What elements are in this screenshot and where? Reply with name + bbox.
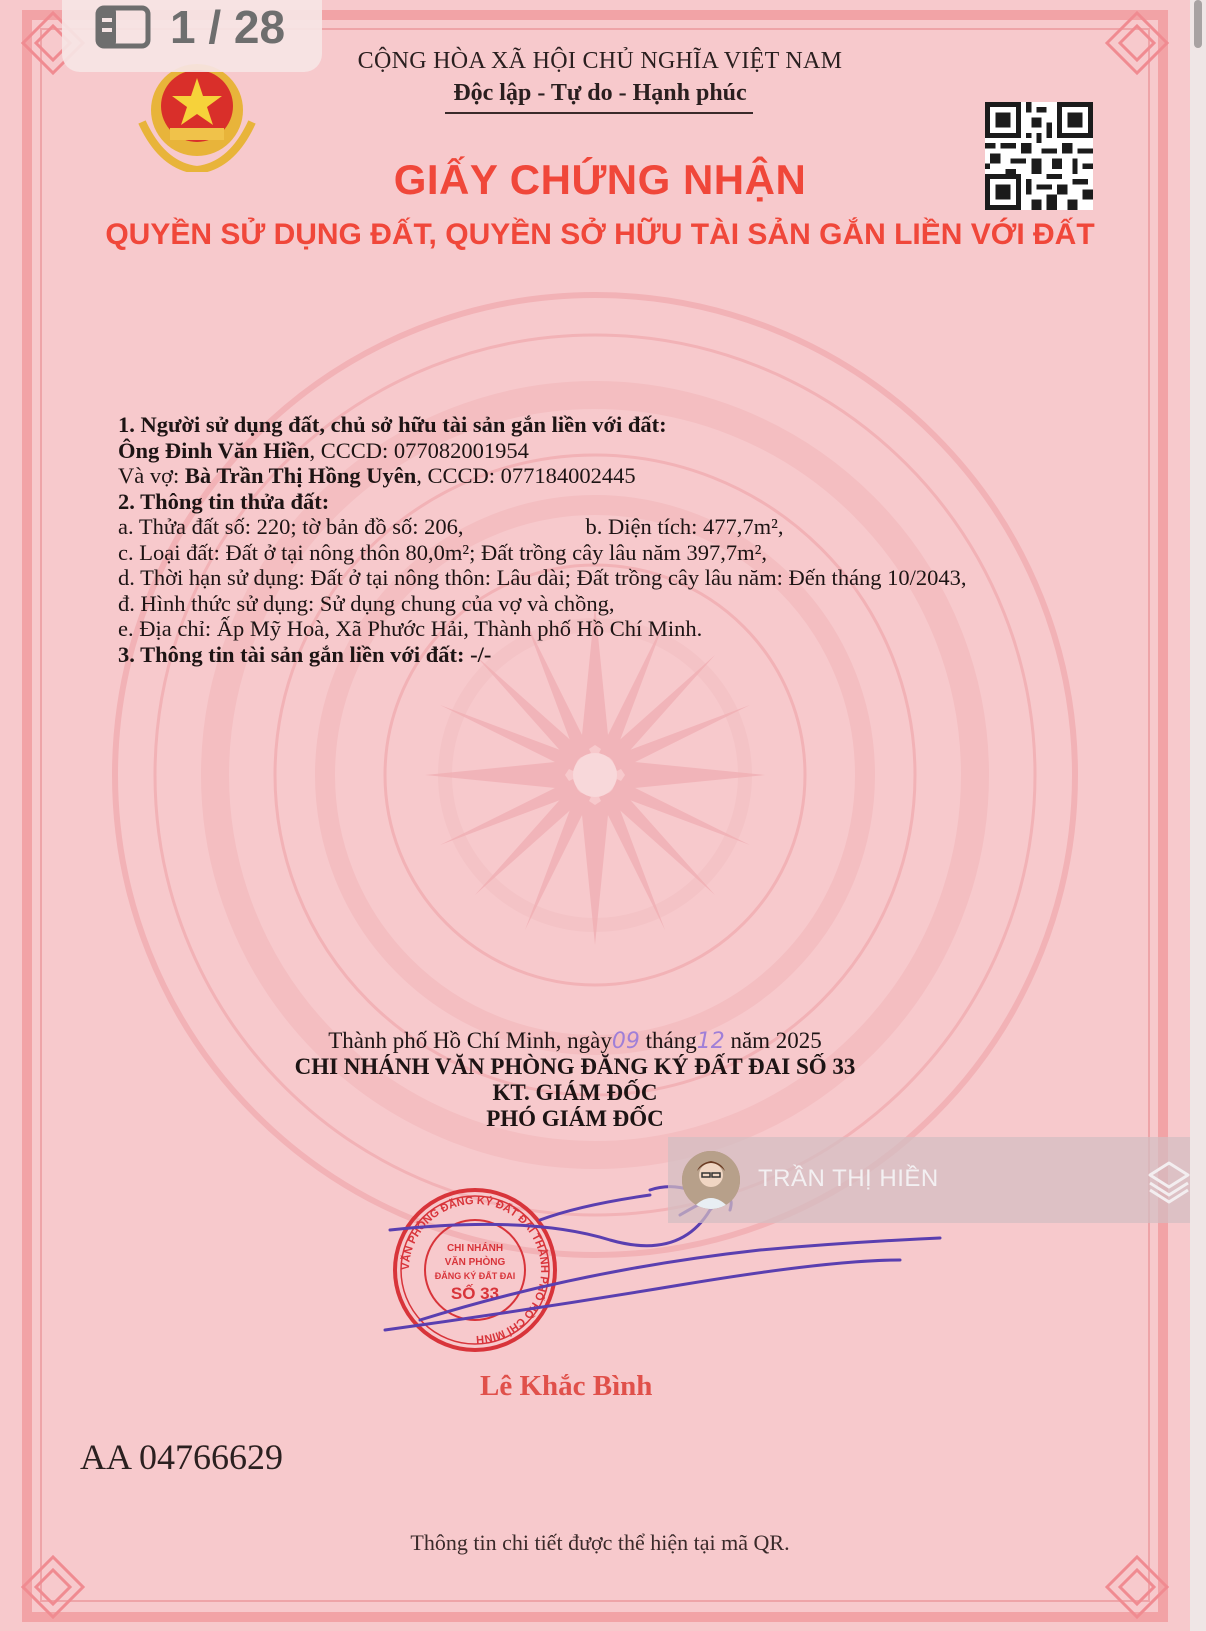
owners-heading: 1. Người sử dụng đất, chủ sở hữu tài sản gắn liền với đất:: [118, 412, 667, 437]
scrollbar-track[interactable]: [1190, 0, 1206, 1631]
issuing-office: CHI NHÁNH VĂN PHÒNG ĐĂNG KÝ ĐẤT ĐAI SỐ 33: [294, 1054, 856, 1079]
pages-icon: [94, 4, 152, 50]
qr-footer-note: Thông tin chi tiết được thể hiện tại mã QR.: [410, 1530, 790, 1555]
serial-number: AA 04766629: [80, 1437, 284, 1477]
uploader-name: TRẦN THỊ HIỀN: [758, 1165, 939, 1192]
motto-underline: [445, 112, 753, 114]
parcel-heading: 2. Thông tin thửa đất:: [118, 488, 330, 514]
seal-line-4: SỐ 33: [450, 1284, 500, 1303]
deputy-director: PHÓ GIÁM ĐỐC: [486, 1106, 664, 1131]
signer-name: Lê Khắc Bình: [480, 1370, 653, 1402]
year-part: năm 2025: [724, 1028, 822, 1053]
owner-2-name: Bà Trần Thị Hồng Uyên: [184, 463, 417, 488]
issue-date: [0, 1028, 1150, 1054]
handwritten-day: 09: [611, 1029, 640, 1054]
page-counter[interactable]: [62, 0, 322, 72]
month-label: tháng: [639, 1028, 697, 1053]
parcel-line-a: [118, 514, 967, 540]
certificate-title: GIẤY CHỨNG NHẬN: [393, 156, 807, 203]
parcel-number: a. Thửa đất số: 220; tờ bản đồ số: 206,: [118, 514, 464, 539]
owner-2-prefix: Và vợ:: [118, 463, 185, 488]
avatar-portrait-icon: [682, 1151, 740, 1209]
avatar[interactable]: [682, 1151, 740, 1209]
certificate-subtitle: QUYỀN SỬ DỤNG ĐẤT, QUYỀN SỞ HỮU TÀI SẢN GẮN LIỀN VỚI ĐẤT: [105, 218, 1095, 251]
owner-1-id: , CCCD: 077082001954: [309, 437, 529, 463]
parcel-usage-form: đ. Hình thức sử dụng: Sử dụng chung của vợ và chồng,: [118, 590, 615, 616]
parcel-term: d. Thời hạn sử dụng: Đất ở tại nông thôn: Lâu dài; Đất trồng cây lâu năm: Đến tháng 10/2043,: [118, 565, 967, 590]
parcel-address: e. Địa chỉ: Ấp Mỹ Hoà, Xã Phước Hải, Thành phố Hồ Chí Minh.: [118, 616, 703, 641]
seal-line-1: CHI NHÁNH: [446, 1243, 504, 1254]
parcel-land-type: c. Loại đất: Đất ở tại nông thôn 80,0m²; Đất trồng cây lâu năm 397,7m²,: [118, 539, 768, 565]
scrollbar-thumb[interactable]: [1194, 0, 1202, 48]
handwritten-month: 12: [696, 1029, 725, 1054]
country-header: CỘNG HÒA XÃ HỘI CHỦ NGHĨA VIỆT NAM: [357, 48, 843, 74]
certificate-content: [118, 412, 967, 667]
seal-line-2: VĂN PHÒNG: [444, 1257, 506, 1268]
seal-ring-text: VĂN PHÒNG ĐĂNG KÝ ĐẤT ĐAI THÀNH PHỐ HỒ CHÍ MINH: [399, 1194, 551, 1346]
seal-line-3: ĐĂNG KÝ ĐẤT ĐAI: [434, 1271, 516, 1281]
owner-2: [118, 463, 967, 489]
assets-heading: 3. Thông tin tài sản gắn liền với đất: -/-: [118, 641, 492, 667]
layers-icon[interactable]: [1146, 1159, 1190, 1205]
motto: Độc lập - Tự do - Hạnh phúc: [453, 80, 747, 106]
uploader-overlay[interactable]: [668, 1137, 1190, 1223]
owner-1: [118, 438, 967, 464]
on-behalf-director: KT. GIÁM ĐỐC: [492, 1080, 658, 1105]
owner-1-name: Ông Đinh Văn Hiền: [118, 437, 310, 463]
parcel-area: b. Diện tích: 477,7m²,: [585, 514, 784, 539]
date-prefix: Thành phố Hồ Chí Minh, ngày: [328, 1028, 612, 1053]
owner-2-id: , CCCD: 077184002445: [416, 463, 636, 488]
page-counter-text: 1 / 28: [170, 1, 286, 53]
